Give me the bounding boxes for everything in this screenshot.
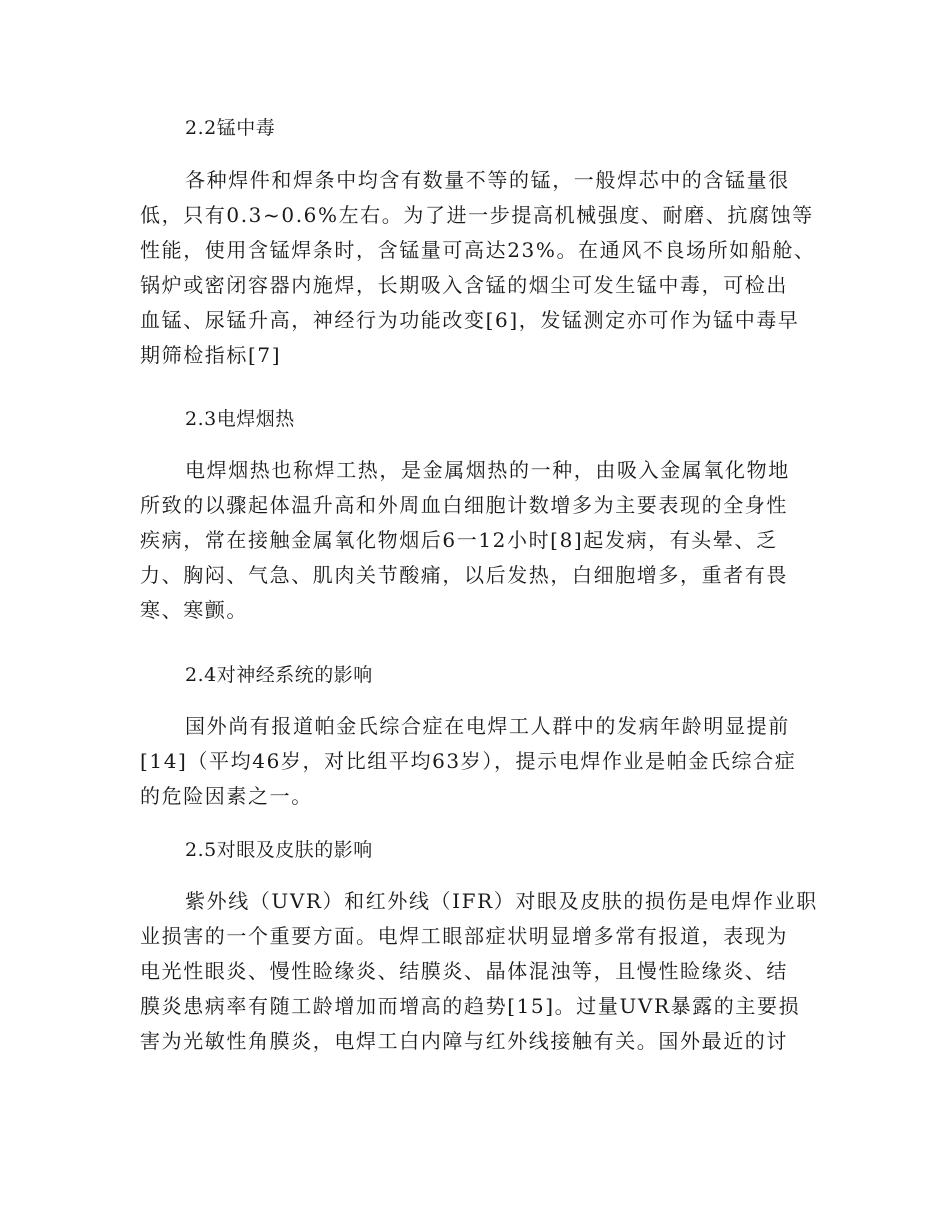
- section-body-2-3: [140, 453, 820, 628]
- paragraph-line: 力、胸闷、气急、肌肉关节酸痛，以后发热，白细胞增多，重者有畏: [140, 563, 788, 587]
- paragraph-line: 国外尚有报道帕金氏综合症在电焊工人群中的发病年龄明显提前: [185, 714, 790, 738]
- section-body-2-4: [140, 709, 820, 814]
- paragraph-line: [14]（平均46岁，对比组平均63岁），提示电焊作业是帕金氏综合症: [140, 749, 797, 773]
- section-heading-2-4: 2.4对神经系统的影响: [185, 664, 373, 686]
- section-heading-2-2: 2.2锰中毒: [185, 117, 276, 139]
- paragraph-line: 电光性眼炎、慢性睑缘炎、结膜炎、晶体混浊等，且慢性睑缘炎、结: [140, 959, 788, 983]
- paragraph-line: 害为光敏性角膜炎，电焊工白内障与红外线接触有关。国外最近的讨: [140, 1029, 788, 1053]
- section-heading-2-5: 2.5对眼及皮肤的影响: [185, 839, 373, 861]
- section-body-2-5: [140, 884, 820, 1059]
- paragraph-line: 的危险因素之一。: [140, 784, 313, 808]
- paragraph-line: 锅炉或密闭容器内施焊，长期吸入含锰的烟尘可发生锰中毒，可检出: [140, 273, 788, 297]
- paragraph-line: 业损害的一个重要方面。电焊工眼部症状明显增多常有报道，表现为: [140, 924, 788, 948]
- paragraph-line: 紫外线（UVR）和红外线（IFR）对眼及皮肤的损伤是电焊作业职: [185, 889, 818, 913]
- paragraph-line: 疾病，常在接触金属氧化物烟后6一12小时[8]起发病，有头晕、乏: [140, 528, 778, 552]
- paragraph-line: 低，只有0.3~0.6%左右。为了进一步提高机械强度、耐磨、抗腐蚀等: [140, 203, 814, 227]
- section-body-2-2: [140, 163, 820, 373]
- paragraph-line: 性能，使用含锰焊条时，含锰量可高达23%。在通风不良场所如船舱、: [140, 238, 816, 262]
- paragraph-line: 各种焊件和焊条中均含有数量不等的锰，一般焊芯中的含锰量很: [185, 168, 790, 192]
- paragraph-line: 寒、寒颤。: [140, 598, 248, 622]
- paragraph-line: 膜炎患病率有随工龄增加而增高的趋势[15]。过量UVR暴露的主要损: [140, 994, 801, 1018]
- paragraph-line: 血锰、尿锰升高，神经行为功能改变[6]，发锰测定亦可作为锰中毒早: [140, 308, 800, 332]
- section-heading-2-3: 2.3电焊烟热: [185, 408, 295, 430]
- paragraph-line: 所致的以骤起体温升高和外周血白细胞计数增多为主要表现的全身性: [140, 493, 788, 517]
- paragraph-line: 期筛检指标[7]: [140, 343, 282, 367]
- paragraph-line: 电焊烟热也称焊工热，是金属烟热的一种，由吸入金属氧化物地: [185, 458, 790, 482]
